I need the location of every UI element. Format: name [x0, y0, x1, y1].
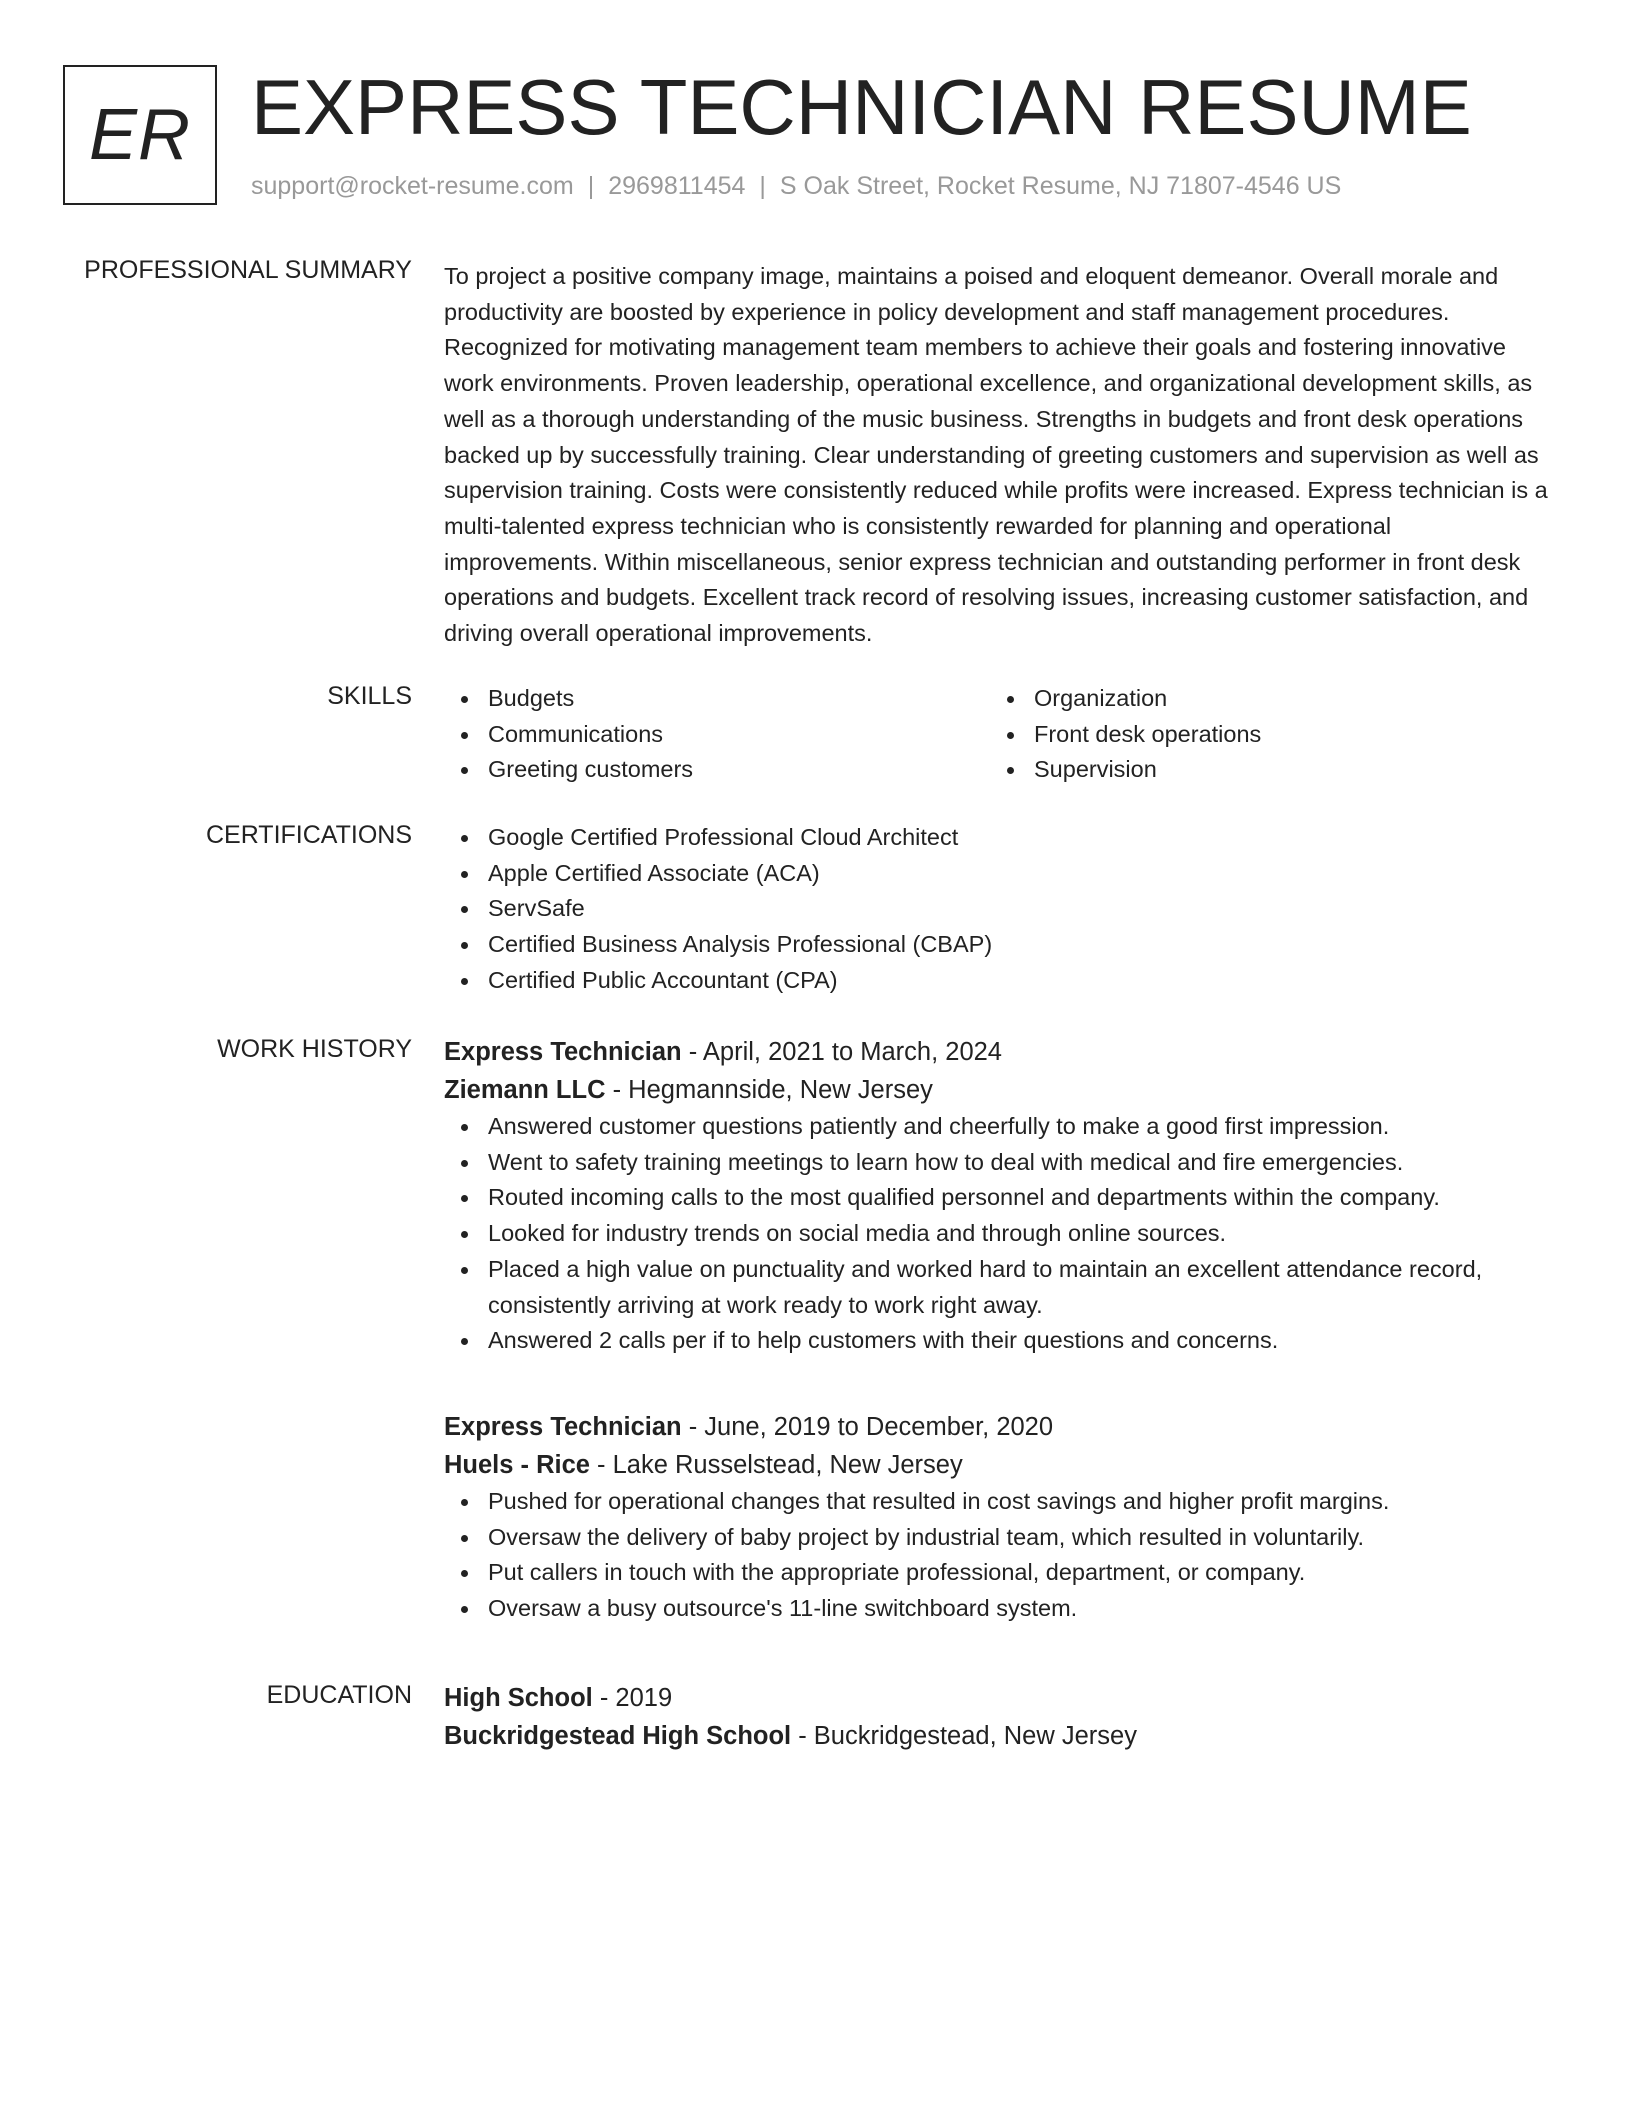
job-bullet: Went to safety training meetings to learn how to deal with medical and fire emergencies.	[488, 1145, 1550, 1181]
resume-title: EXPRESS TECHNICIAN RESUME	[251, 63, 1472, 151]
section-title-certifications: CERTIFICATIONS	[205, 821, 412, 849]
job-bullet: Answered customer questions patiently and cheerfully to make a good first impression.	[488, 1109, 1550, 1145]
skills-list-left	[444, 681, 990, 788]
monogram-box: ER	[63, 65, 217, 205]
certification-item: Certified Business Analysis Professional (CBAP)	[488, 927, 1550, 963]
skills-grid	[444, 681, 1550, 788]
job-company: Huels - Rice	[444, 1451, 590, 1479]
skill-item: Communications	[488, 717, 990, 753]
education-school: Buckridgestead High School	[444, 1722, 792, 1750]
certifications-body	[444, 820, 1550, 999]
job-company-line	[444, 1446, 1550, 1484]
summary-text: To project a positive company image, maintains a poised and eloquent demeanor. Overall morale and productivity are boosted by experience in policy development and staff management procedures. Recognized for motivating management team members to achieve their goals and fostering innovative work environments. Proven leadership, operational excellence, and organizational development skills, as well as a thorough understanding of the music business. Strengths in budgets and front desk operations backed up by successfully training. Clear understanding of greeting customers and supervision as well as supervision training. Costs were consistently reduced while profits were increased. Express technician is a multi-talented express technician who is consistently rewarded for planning and operational improvements. Within miscellaneous, senior express technician and outstanding performer in front desk operations and budgets. Excellent track record of resolving issues, increasing customer satisfaction, and driving overall operational improvements.	[444, 263, 1548, 647]
section-title-work: WORK HISTORY	[217, 1035, 412, 1063]
skill-item: Organization	[1034, 681, 1536, 717]
certification-item: Certified Public Accountant (CPA)	[488, 963, 1550, 999]
email-text: support@rocket-resume.com	[251, 172, 574, 200]
job-bullets	[444, 1484, 1550, 1627]
certification-item: ServSafe	[488, 891, 1550, 927]
address-text: S Oak Street, Rocket Resume, NJ 71807-4546 US	[779, 172, 1342, 200]
certification-item: Apple Certified Associate (ACA)	[488, 856, 1550, 892]
job-title-line	[444, 1033, 1550, 1071]
job-dates: - April, 2021 to March, 2024	[681, 1038, 1002, 1066]
job-bullet: Routed incoming calls to the most qualified personnel and departments within the company.	[488, 1180, 1550, 1216]
skills-body	[444, 681, 1550, 788]
resume-header	[63, 65, 1583, 210]
certifications-list	[444, 820, 1550, 999]
job-bullet: Pushed for operational changes that resulted in cost savings and higher profit margins.	[488, 1484, 1550, 1520]
job-bullet: Put callers in touch with the appropriate professional, department, or company.	[488, 1555, 1550, 1591]
job-role: Express Technician	[444, 1413, 682, 1441]
contact-separator: |	[587, 172, 595, 200]
job-role: Express Technician	[444, 1038, 682, 1066]
summary-body	[444, 259, 1550, 652]
skill-item: Supervision	[1034, 752, 1536, 788]
skill-item: Budgets	[488, 681, 990, 717]
education-school-line	[444, 1717, 1550, 1755]
education-location: - Buckridgestead, New Jersey	[791, 1722, 1137, 1750]
skill-item: Front desk operations	[1034, 717, 1536, 753]
job-company-line	[444, 1071, 1550, 1109]
job-bullets	[444, 1109, 1550, 1359]
education-year: - 2019	[592, 1684, 673, 1712]
job-bullet: Oversaw a busy outsource's 11-line switchboard system.	[488, 1591, 1550, 1627]
section-title-summary: PROFESSIONAL SUMMARY	[84, 256, 412, 284]
section-title-skills: SKILLS	[327, 682, 412, 710]
education-degree-line	[444, 1679, 1550, 1717]
job-bullet: Looked for industry trends on social media and through online sources.	[488, 1216, 1550, 1252]
job-entry	[444, 1408, 1550, 1627]
job-entry	[444, 1033, 1550, 1359]
phone-text: 2969811454	[608, 172, 746, 200]
contact-line	[251, 172, 1341, 201]
job-bullet: Oversaw the delivery of baby project by industrial team, which resulted in voluntarily.	[488, 1520, 1550, 1556]
certification-item: Google Certified Professional Cloud Architect	[488, 820, 1550, 856]
job-title-line	[444, 1408, 1550, 1446]
job-dates: - June, 2019 to December, 2020	[681, 1413, 1054, 1441]
job-location: - Lake Russelstead, New Jersey	[589, 1451, 963, 1479]
job-company: Ziemann LLC	[444, 1076, 606, 1104]
job-bullet: Placed a high value on punctuality and worked hard to maintain an excellent attendance record, consistently arriving at work ready to work right away.	[488, 1252, 1550, 1323]
skill-item: Greeting customers	[488, 752, 990, 788]
education-body	[444, 1679, 1550, 1755]
skills-list-right	[990, 681, 1536, 788]
section-title-education: EDUCATION	[266, 1681, 412, 1709]
contact-separator: |	[759, 172, 766, 200]
education-degree: High School	[444, 1684, 593, 1712]
job-bullet: Answered 2 calls per if to help customers with their questions and concerns.	[488, 1323, 1550, 1359]
job-location: - Hegmannside, New Jersey	[605, 1076, 933, 1104]
